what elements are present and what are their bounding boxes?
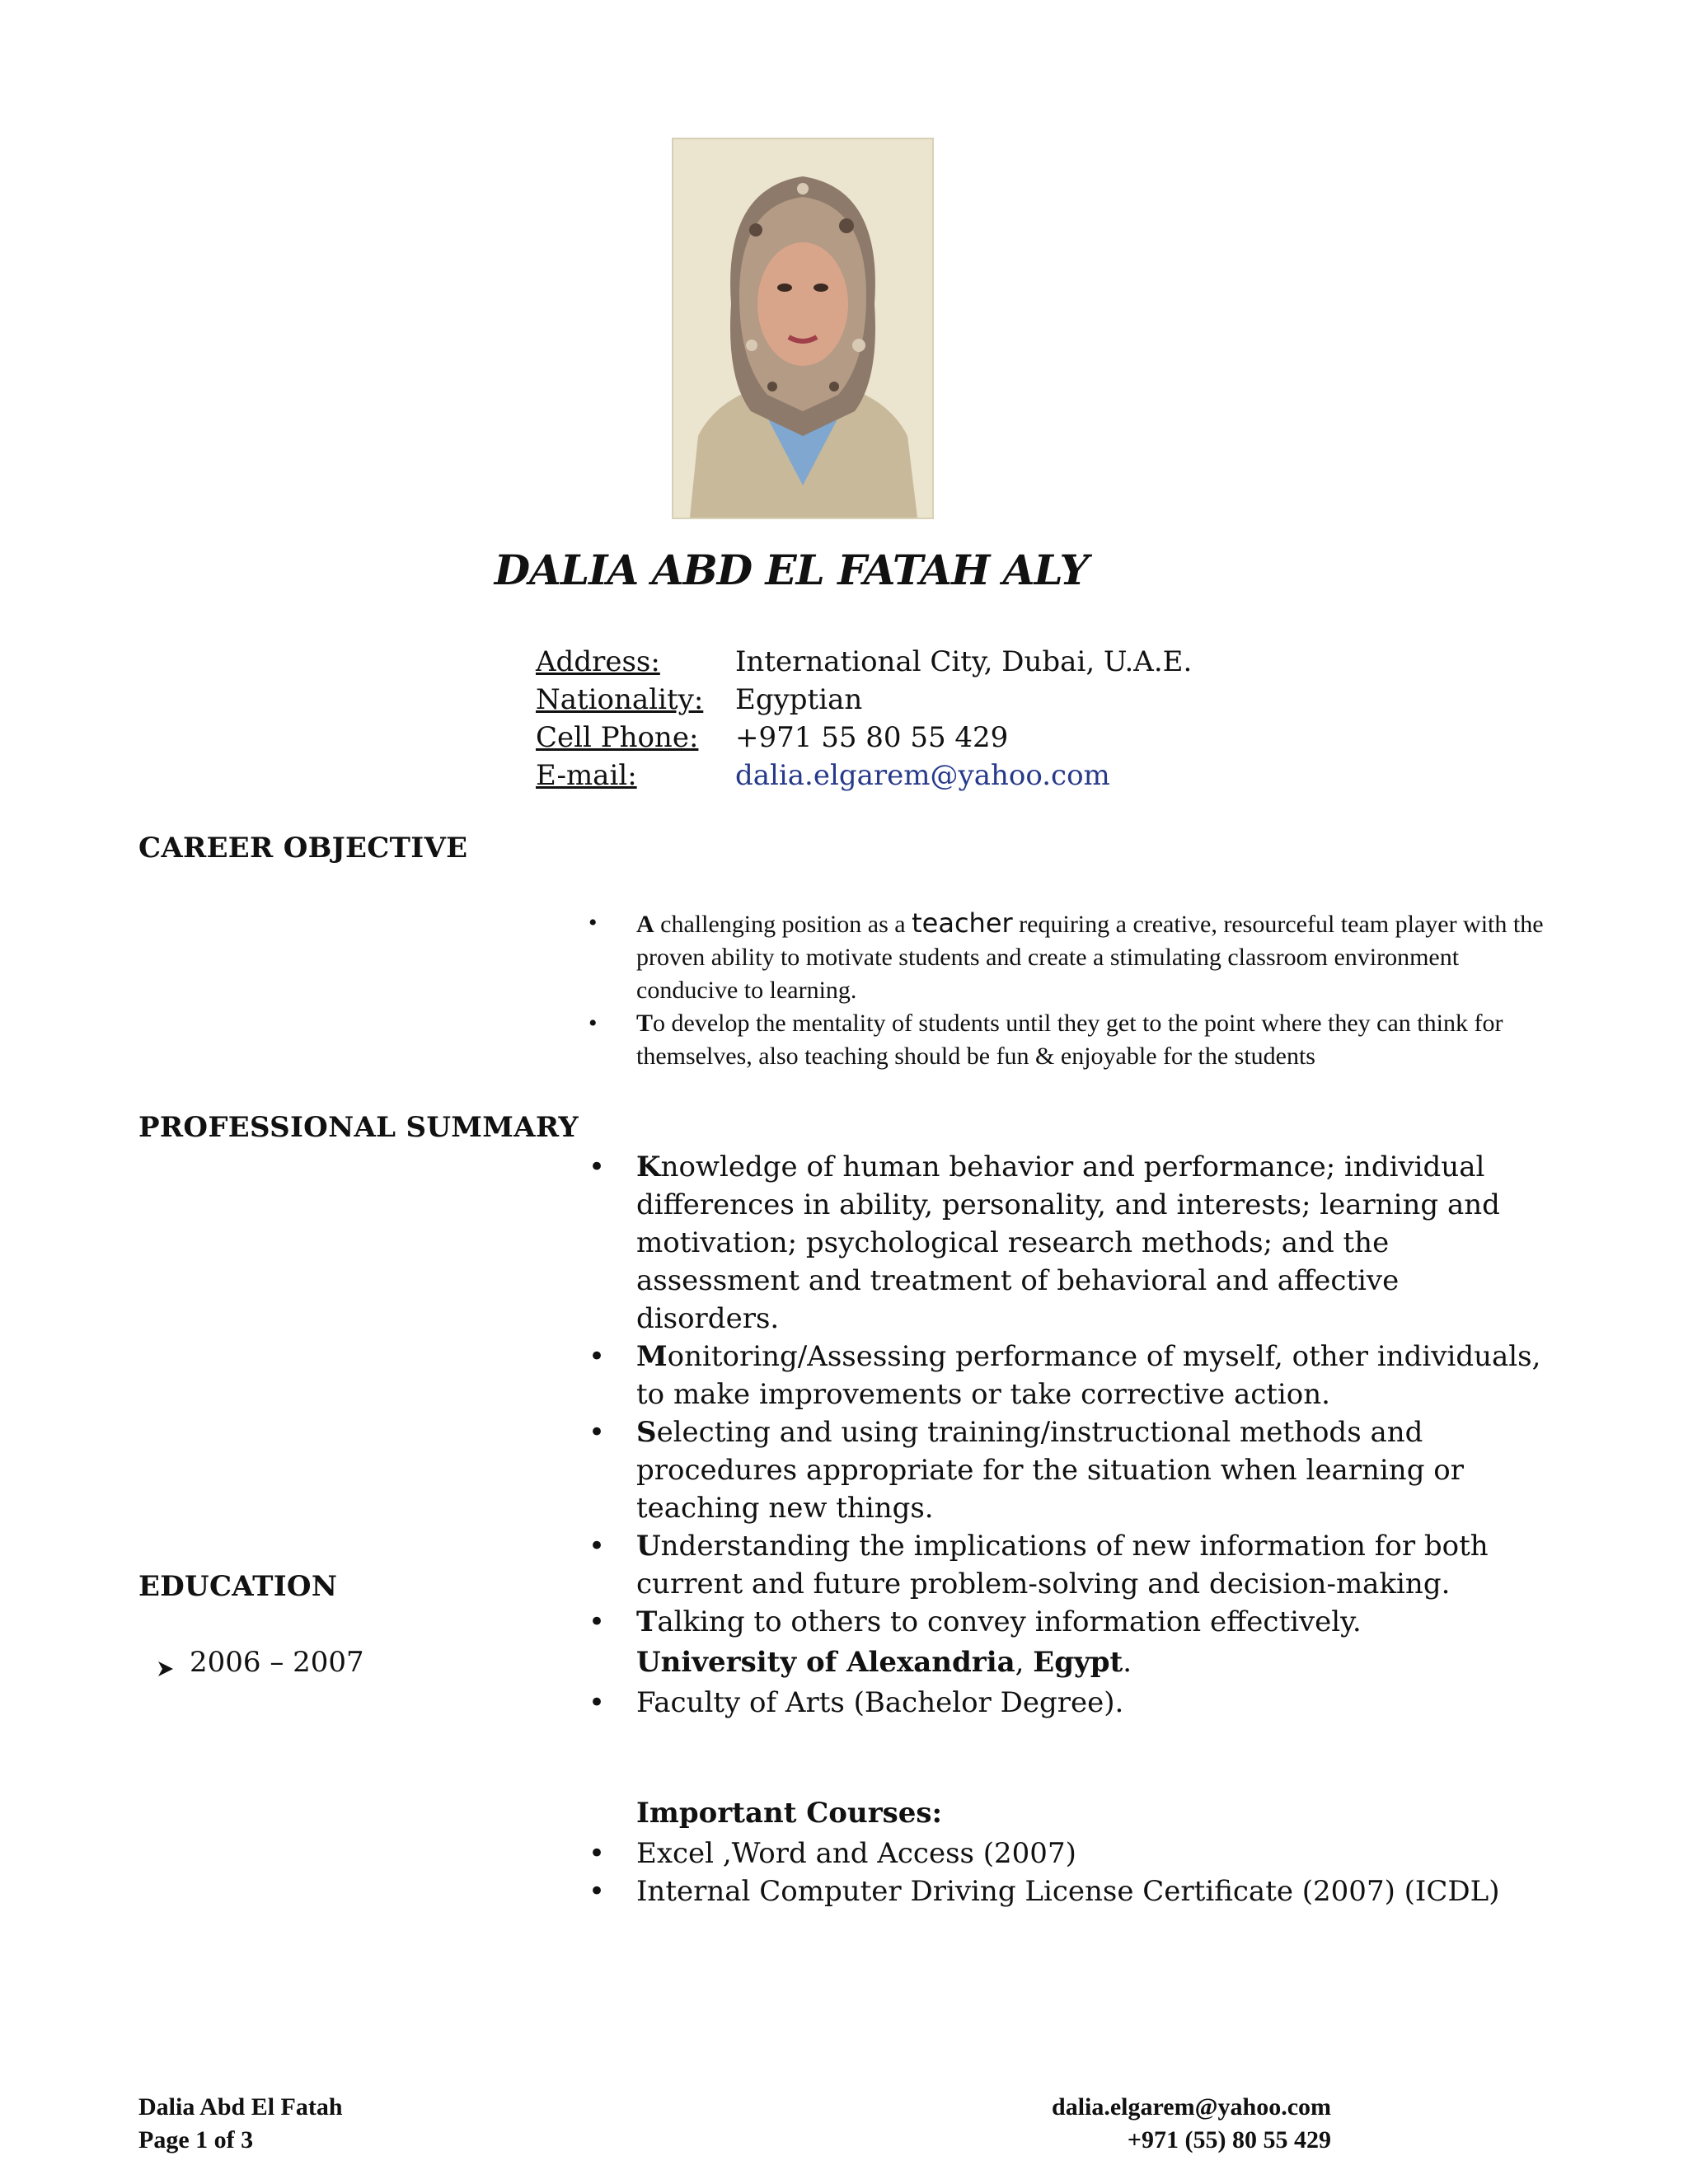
- initial-letter: T: [636, 1605, 658, 1638]
- address-label: Address:: [536, 645, 660, 678]
- course-text: Excel ,Word and Access (2007): [636, 1837, 1076, 1870]
- career-objective-heading: CAREER OBJECTIVE: [138, 832, 468, 865]
- item-text: onitoring/Assessing performance of myself, other individuals, to make improvements or take corrective action.: [636, 1340, 1541, 1411]
- item-text: nderstanding the implications of new information for both current and future problem-solving and decision-making.: [636, 1530, 1489, 1601]
- education-heading: EDUCATION: [138, 1570, 338, 1603]
- professional-summary-list: [577, 1148, 1550, 1641]
- list-item: [577, 1413, 1550, 1527]
- university-end: .: [1123, 1646, 1132, 1679]
- contact-row-phone: [536, 719, 1192, 757]
- initial-letter: S: [636, 1416, 657, 1449]
- footer-page-number: Page 1 of 3: [138, 2126, 254, 2154]
- degree-list: [577, 1684, 1123, 1722]
- initial-letter: M: [636, 1340, 668, 1373]
- bullet-icon: •: [588, 1875, 606, 1908]
- footer-name: Dalia Abd El Fatah: [138, 2093, 343, 2121]
- email-link[interactable]: dalia.elgarem@yahoo.com: [735, 759, 1110, 792]
- footer-left: [138, 2091, 343, 2157]
- list-item: [577, 1527, 1550, 1603]
- contact-row-nationality: [536, 681, 1192, 719]
- courses-title: Important Courses:: [636, 1797, 943, 1830]
- footer-phone: +971 (55) 80 55 429: [1127, 2126, 1331, 2154]
- bullet-icon: •: [588, 1010, 598, 1037]
- item-text: requiring a creative, resourceful team player with the proven ability to motivate students and create a stimulating classroom environment conducive to learning.: [636, 911, 1544, 1004]
- bullet-icon: •: [588, 1837, 606, 1870]
- bullet-icon: •: [588, 1686, 606, 1719]
- item-text: challenging position as a: [654, 911, 912, 938]
- profile-photo: [672, 138, 934, 519]
- nationality-label: Nationality:: [536, 683, 704, 716]
- address-value: International City, Dubai, U.A.E.: [735, 645, 1193, 678]
- bullet-icon: •: [588, 1530, 606, 1563]
- professional-summary-heading: PROFESSIONAL SUMMARY: [138, 1111, 579, 1144]
- bullet-icon: •: [588, 1340, 606, 1373]
- list-item: [577, 1338, 1550, 1413]
- nationality-value: Egyptian: [735, 683, 863, 716]
- emphasis-word: teacher: [912, 907, 1013, 939]
- university-country: Egypt: [1033, 1646, 1123, 1679]
- phone-label: Cell Phone:: [536, 721, 699, 754]
- courses-list: [577, 1835, 1499, 1910]
- course-text: Internal Computer Driving License Certificate (2007) (ICDL): [636, 1875, 1500, 1908]
- degree-text: Faculty of Arts (Bachelor Degree).: [636, 1686, 1124, 1719]
- arrow-bullet-icon: [157, 1652, 175, 1685]
- education-dates-text: 2006 – 2007: [190, 1646, 364, 1679]
- list-item: [577, 1872, 1499, 1910]
- university-line: [636, 1646, 1132, 1679]
- list-item: [577, 1007, 1550, 1073]
- candidate-name: DALIA ABD EL FATAH ALY: [494, 546, 1089, 594]
- contact-row-address: [536, 643, 1192, 681]
- footer-right: [907, 2091, 1331, 2157]
- item-text: alking to others to convey information effectively.: [657, 1605, 1362, 1638]
- list-item: [577, 1835, 1499, 1872]
- education-dates: [190, 1646, 364, 1679]
- bullet-icon: •: [588, 1605, 606, 1638]
- university-name: University of Alexandria: [636, 1646, 1015, 1679]
- contact-block: [536, 643, 1192, 794]
- list-item: [577, 1603, 1550, 1641]
- initial-letter: K: [636, 1151, 661, 1183]
- university-separator: ,: [1015, 1646, 1034, 1679]
- career-objective-list: [577, 907, 1550, 1073]
- initial-letter: T: [636, 1010, 654, 1037]
- initial-letter: U: [636, 1530, 661, 1563]
- footer-email: dalia.elgarem@yahoo.com: [1052, 2093, 1331, 2121]
- phone-value: +971 55 80 55 429: [735, 721, 1009, 754]
- initial-letter: A: [636, 911, 654, 938]
- item-text: electing and using training/instructional methods and procedures appropriate for the situation when learning or teaching new things.: [636, 1416, 1464, 1525]
- item-text: nowledge of human behavior and performance; individual differences in ability, personality, and interests; learning and motivation; psychological research methods; and the assessment and treatment of behavioral and affective disorders.: [636, 1151, 1500, 1335]
- profile-photo-graphic: [673, 139, 932, 518]
- item-text: o develop the mentality of students until they get to the point where they can think for themselves, also teaching should be fun & enjoyable for the students: [636, 1010, 1503, 1070]
- list-item: [577, 1148, 1550, 1338]
- bullet-icon: •: [588, 1151, 606, 1183]
- bullet-icon: •: [588, 909, 598, 936]
- list-item: [577, 1684, 1123, 1722]
- contact-row-email: [536, 757, 1192, 794]
- email-label: E-mail:: [536, 759, 637, 792]
- list-item: [577, 907, 1550, 1007]
- bullet-icon: •: [588, 1416, 606, 1449]
